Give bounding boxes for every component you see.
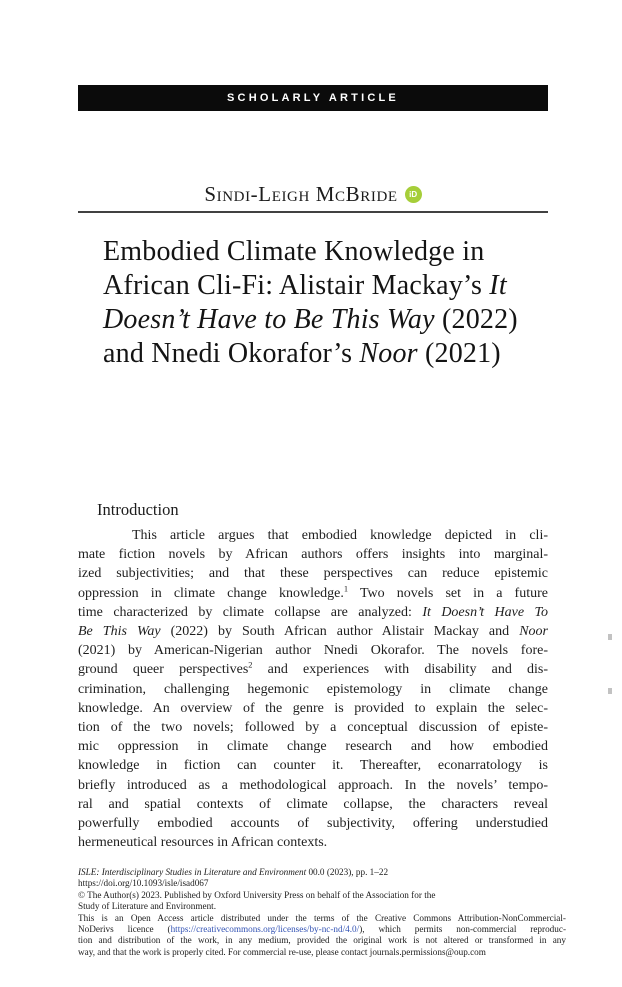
text-run: Embodied Climate Knowledge in	[103, 236, 485, 267]
text-line	[78, 718, 548, 737]
margin-mark	[608, 634, 612, 640]
text-run: (2021) by American-Nigerian author Nnedi Okorafor. The novels fore-	[78, 643, 548, 659]
author-divider	[78, 211, 548, 213]
text-run: (2021)	[417, 338, 501, 369]
text-run: tion of the two novels; followed by a conceptual discussion of episte-	[78, 720, 548, 736]
text-line	[78, 699, 548, 718]
text-run: Study of Literature and Environment.	[78, 901, 217, 912]
text-run: time characterized by climate collapse are analyzed:	[78, 604, 423, 620]
text-run: Noor	[519, 624, 548, 640]
text-line	[78, 622, 548, 641]
text-line	[78, 924, 566, 935]
footnote-ref: 1	[343, 583, 349, 593]
text-line	[78, 660, 548, 679]
text-run: powerfully embodied accounts of subjectivity, offering understudied	[78, 816, 548, 832]
text-line	[78, 680, 548, 699]
text-line	[78, 935, 566, 946]
text-run: ized subjectivities; and that these perspectives can reduce epistemic	[78, 566, 548, 582]
text-run: Noor	[359, 338, 418, 369]
license-link[interactable]: https://creativecommons.org/licenses/by-nc-nd/4.0/	[170, 924, 360, 935]
text-line	[78, 526, 548, 545]
text-run: ral and spatial contexts of climate collapse, the characters reveal	[78, 796, 548, 812]
text-run: mic oppression in climate change research and how embodied	[78, 739, 548, 755]
text-line	[103, 269, 573, 303]
footnote-ref: 2	[248, 660, 253, 670]
text-run: NoDerivs licence (	[78, 924, 171, 935]
introduction-paragraph	[78, 526, 548, 852]
text-run: and experiences with disability and dis-	[252, 662, 549, 678]
text-run: knowledge in fiction can counter it. Thereafter, econarratology is	[78, 758, 548, 774]
text-run: oppression in climate change knowledge.	[78, 585, 344, 601]
section-heading-introduction: Introduction	[97, 500, 179, 519]
text-line	[103, 337, 573, 371]
text-run: It	[489, 270, 507, 301]
text-run: This article argues that embodied knowledge depicted in cli-	[132, 528, 548, 543]
text-run: Two novels set in a future	[348, 585, 548, 601]
text-run: (2022)	[434, 304, 518, 335]
text-line	[78, 901, 566, 912]
text-line	[78, 867, 566, 878]
author-byline	[78, 181, 548, 207]
text-run: tion and distribution of the work, in any medium, provided the original work is not altered or transformed in any	[78, 935, 566, 946]
text-run: ISLE: Interdisciplinary Studies in Literature and Environment	[78, 867, 307, 877]
text-run: knowledge. An overview of the genre is provided to explain the selec-	[78, 700, 548, 716]
text-run: Doesn’t Have to Be This Way	[103, 304, 435, 335]
orcid-icon[interactable]: iD	[405, 186, 422, 203]
text-run: ground queer perspectives	[78, 662, 249, 678]
text-run: African Cli-Fi: Alistair Mackay’s	[103, 270, 490, 301]
text-run: briefly introduced as a methodological approach. In the novels’ tempo-	[78, 777, 548, 793]
text-line	[78, 545, 548, 564]
text-run: It Doesn’t Have To	[422, 604, 548, 620]
text-run: hermeneutical resources in African contexts.	[78, 835, 328, 851]
text-line	[78, 776, 548, 795]
text-line	[78, 756, 548, 775]
text-line	[78, 584, 548, 603]
text-line	[78, 564, 548, 583]
text-line	[78, 814, 548, 833]
margin-mark	[608, 688, 612, 694]
text-run: 00.0 (2023), pp. 1–22	[306, 867, 389, 877]
text-run: (2022) by South African author Alistair Mackay and	[160, 624, 520, 640]
text-line	[78, 603, 548, 622]
text-run: crimination, challenging hegemonic epistemology in climate change	[78, 681, 548, 697]
article-type-banner	[78, 85, 548, 111]
text-line	[103, 235, 573, 269]
text-run: This is an Open Access article distributed under the terms of the Creative Commons Attribution-NonCommercial-	[78, 912, 566, 923]
article-title	[103, 235, 573, 371]
text-line	[78, 795, 548, 814]
text-line	[78, 913, 566, 924]
text-line	[78, 947, 566, 958]
text-line	[78, 737, 548, 756]
text-run: way, and that the work is properly cited. For commercial re-use, please contact journals.permissions@oup.com	[78, 946, 486, 957]
text-line	[103, 303, 573, 337]
text-run: and Nnedi Okorafor’s	[103, 338, 360, 369]
text-line	[78, 833, 548, 852]
text-run: mate fiction novels by African authors offers insights into marginal-	[78, 547, 548, 563]
text-line	[78, 890, 566, 901]
text-line	[78, 878, 566, 889]
text-run: https://doi.org/10.1093/isle/isad067	[78, 878, 209, 889]
text-line	[78, 641, 548, 660]
journal-citation-block	[78, 867, 566, 958]
author-name: Sindi-Leigh McBride	[204, 181, 398, 206]
text-run: © The Author(s) 2023. Published by Oxford University Press on behalf of the Association for the	[78, 889, 436, 900]
article-type-label: SCHOLARLY ARTICLE	[227, 92, 399, 104]
text-run: Be This Way	[78, 624, 161, 640]
text-run: ), which permits non-commercial reproduc-	[359, 924, 567, 935]
